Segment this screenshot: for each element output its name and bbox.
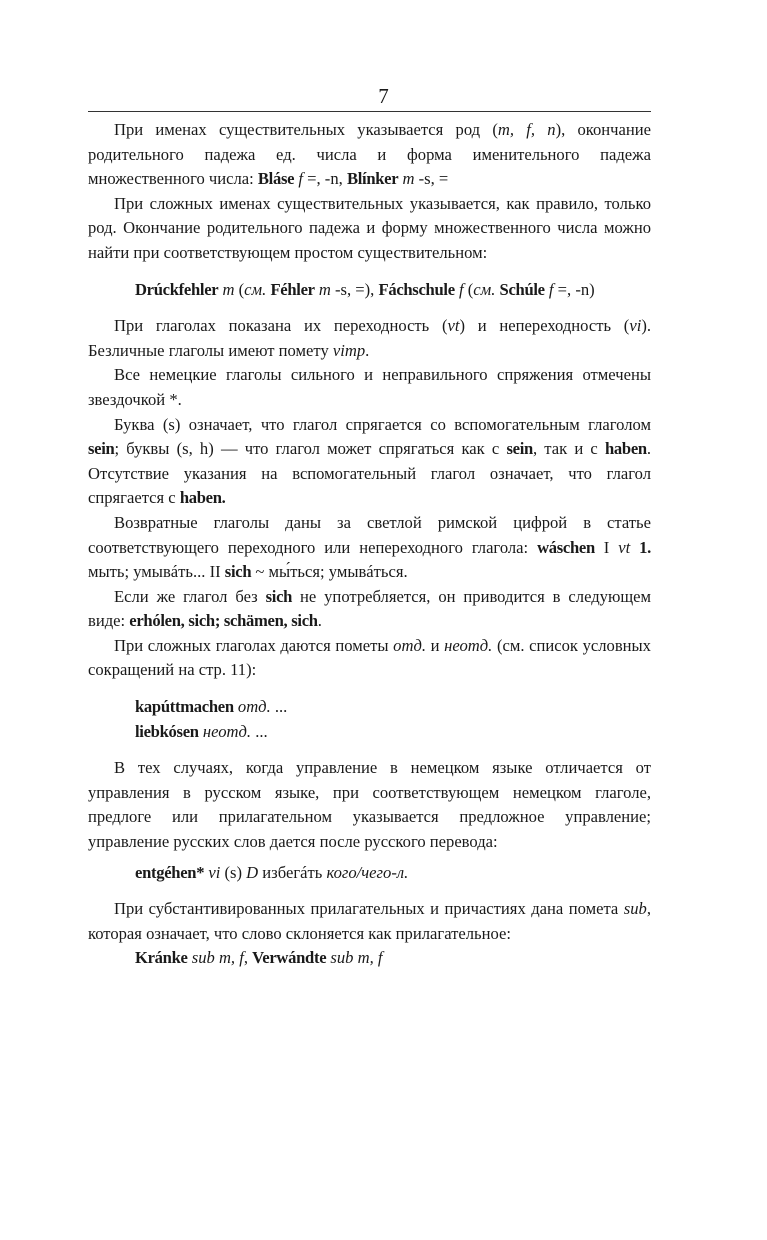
text-run: ~ мы́ться; умывáться. (251, 562, 408, 582)
text-run: При глаголах показана их переходность ( (114, 316, 448, 336)
page-body (88, 118, 651, 971)
example-entry (88, 278, 651, 303)
text-run: и (426, 635, 445, 655)
italic-label: см. (244, 279, 267, 299)
text-run: ( (463, 279, 474, 299)
text-run: , которая означает, что слово склоняется как прилагательное: (88, 899, 651, 943)
bold-term: entgéhen* (135, 862, 205, 882)
paragraph (88, 363, 651, 412)
bold-term: sein (88, 439, 115, 459)
italic-label: sub m, f (330, 948, 383, 968)
italic-label: см. (473, 279, 496, 299)
text-run: , (243, 948, 253, 968)
text-run: При именах существительных указывается род ( (114, 120, 498, 139)
text-run: При сложных именах существительных указывается, как правило, только род. Окончание родительного падежа и форму множественного числа можно найти при соответствующем простом существительном: (88, 193, 651, 262)
text-run: Все немецкие глаголы сильного и неправильного спряжения отмечены звездочкой *. (88, 365, 651, 409)
italic-label: отд. (237, 697, 271, 717)
example-entry (88, 695, 651, 720)
italic-label: f (298, 169, 303, 189)
italic-label: f (458, 279, 464, 299)
text-run: -s, = (414, 169, 449, 189)
italic-label: m (402, 169, 415, 189)
paragraph (88, 634, 651, 683)
bold-term: wáschen (537, 537, 595, 557)
italic-label: vt (618, 537, 631, 557)
example-entry (88, 720, 651, 745)
text-run: (см. список условных сокращений на стр. 11): (88, 635, 651, 680)
text-run: ( (234, 279, 245, 299)
text-run: При сложных глаголах даются пометы (114, 635, 394, 655)
text-run: . (365, 340, 370, 360)
example-entry (88, 946, 651, 971)
italic-label: неотд. (202, 721, 252, 741)
page-number: 7 (378, 84, 389, 108)
text-run: . (317, 611, 322, 631)
text-run: ... (270, 697, 288, 717)
text-run: ). Безличные глаголы имеют помету (88, 316, 651, 360)
example-entry (88, 861, 651, 886)
italic-label: m, f, n (497, 120, 556, 139)
bold-term: Féhler (270, 279, 315, 299)
paragraph (88, 897, 651, 946)
text-run: ) и непереходность ( (459, 316, 630, 336)
italic-label: vimp (332, 340, 366, 360)
text-run: Буква (s) означает, что глагол спрягается со вспомогательным глаголом (114, 414, 651, 434)
italic-label: D (246, 862, 259, 882)
text-run: , так и с (532, 439, 605, 459)
bold-term: Verwándte (252, 948, 327, 968)
bold-term: kapúttmachen (135, 697, 234, 717)
text-run: ; буквы (s, h) — что глагол может спрягаться как с (114, 439, 507, 459)
italic-label: кого/чего-л. (326, 862, 409, 882)
text-run: =, -n) (553, 279, 595, 299)
bold-term: Bláse (257, 169, 295, 189)
text-run: -s, =), (330, 279, 379, 299)
italic-label: m (222, 279, 235, 299)
text-run: ... (251, 721, 268, 741)
paragraph (88, 413, 651, 511)
italic-label: m (318, 279, 331, 299)
text-run: I (594, 537, 619, 557)
text-run: Если же глагол без (114, 586, 266, 606)
italic-label: f (548, 279, 554, 299)
bold-term: sein (506, 439, 533, 459)
text-run: При субстантивированных прилагательных и причастиях дана помета (114, 899, 624, 919)
text-run: В тех случаях, когда управление в немецком языке отличается от управления в русском языке, при соответствующем немецком глаголе, предлоге или прилагательном указывается предложное управление; управление русских слов дается после русского перевода: (88, 758, 651, 852)
bold-term: liebkósen (135, 721, 199, 741)
bold-term: Fáchschule (378, 279, 455, 299)
italic-label: vt (447, 316, 460, 336)
text-run: ), окончание родительного падежа ед. числа и форма именительного падежа множественного числа: (88, 120, 652, 189)
bold-term: sich (265, 586, 293, 606)
text-run: Возвратные глаголы даны за светлой римской цифрой в статье соответствующего переходного или непереходного глагола: (88, 512, 651, 557)
paragraph (88, 585, 651, 634)
bold-term: Kránke (135, 948, 188, 968)
italic-label: vi (208, 862, 221, 882)
paragraph (88, 314, 651, 363)
bold-term: haben. (179, 488, 226, 508)
paragraph (88, 756, 651, 854)
bold-term: erhólen, sich; schämen, sich (129, 611, 318, 631)
bold-term: 1. (639, 537, 651, 557)
text-run: не употребляется, он приводится в следующем виде: (88, 586, 651, 631)
bold-term: Blínker (346, 169, 399, 189)
italic-label: отд. (393, 635, 426, 655)
text-run: =, -n, (303, 169, 347, 189)
text-run (630, 538, 639, 557)
bold-term: Schúle (499, 279, 545, 299)
bold-term: haben (604, 439, 647, 459)
italic-label: неотд. (444, 635, 493, 655)
text-run: (s) (220, 862, 247, 882)
paragraph (88, 511, 651, 585)
paragraph (88, 192, 651, 266)
text-run: мыть; умывáть... II (88, 562, 225, 582)
text-run: . Отсутствие указания на вспомогательный глагол означает, что глагол спрягается с (88, 439, 651, 508)
italic-label: vi (629, 316, 642, 336)
text-run: избегáть (258, 862, 327, 882)
paragraph (88, 118, 651, 192)
bold-term: sich (224, 562, 252, 582)
italic-label: sub (623, 899, 647, 919)
italic-label: sub m, f (191, 948, 244, 968)
bold-term: Drúckfehler (135, 279, 219, 299)
header-rule (88, 111, 651, 112)
